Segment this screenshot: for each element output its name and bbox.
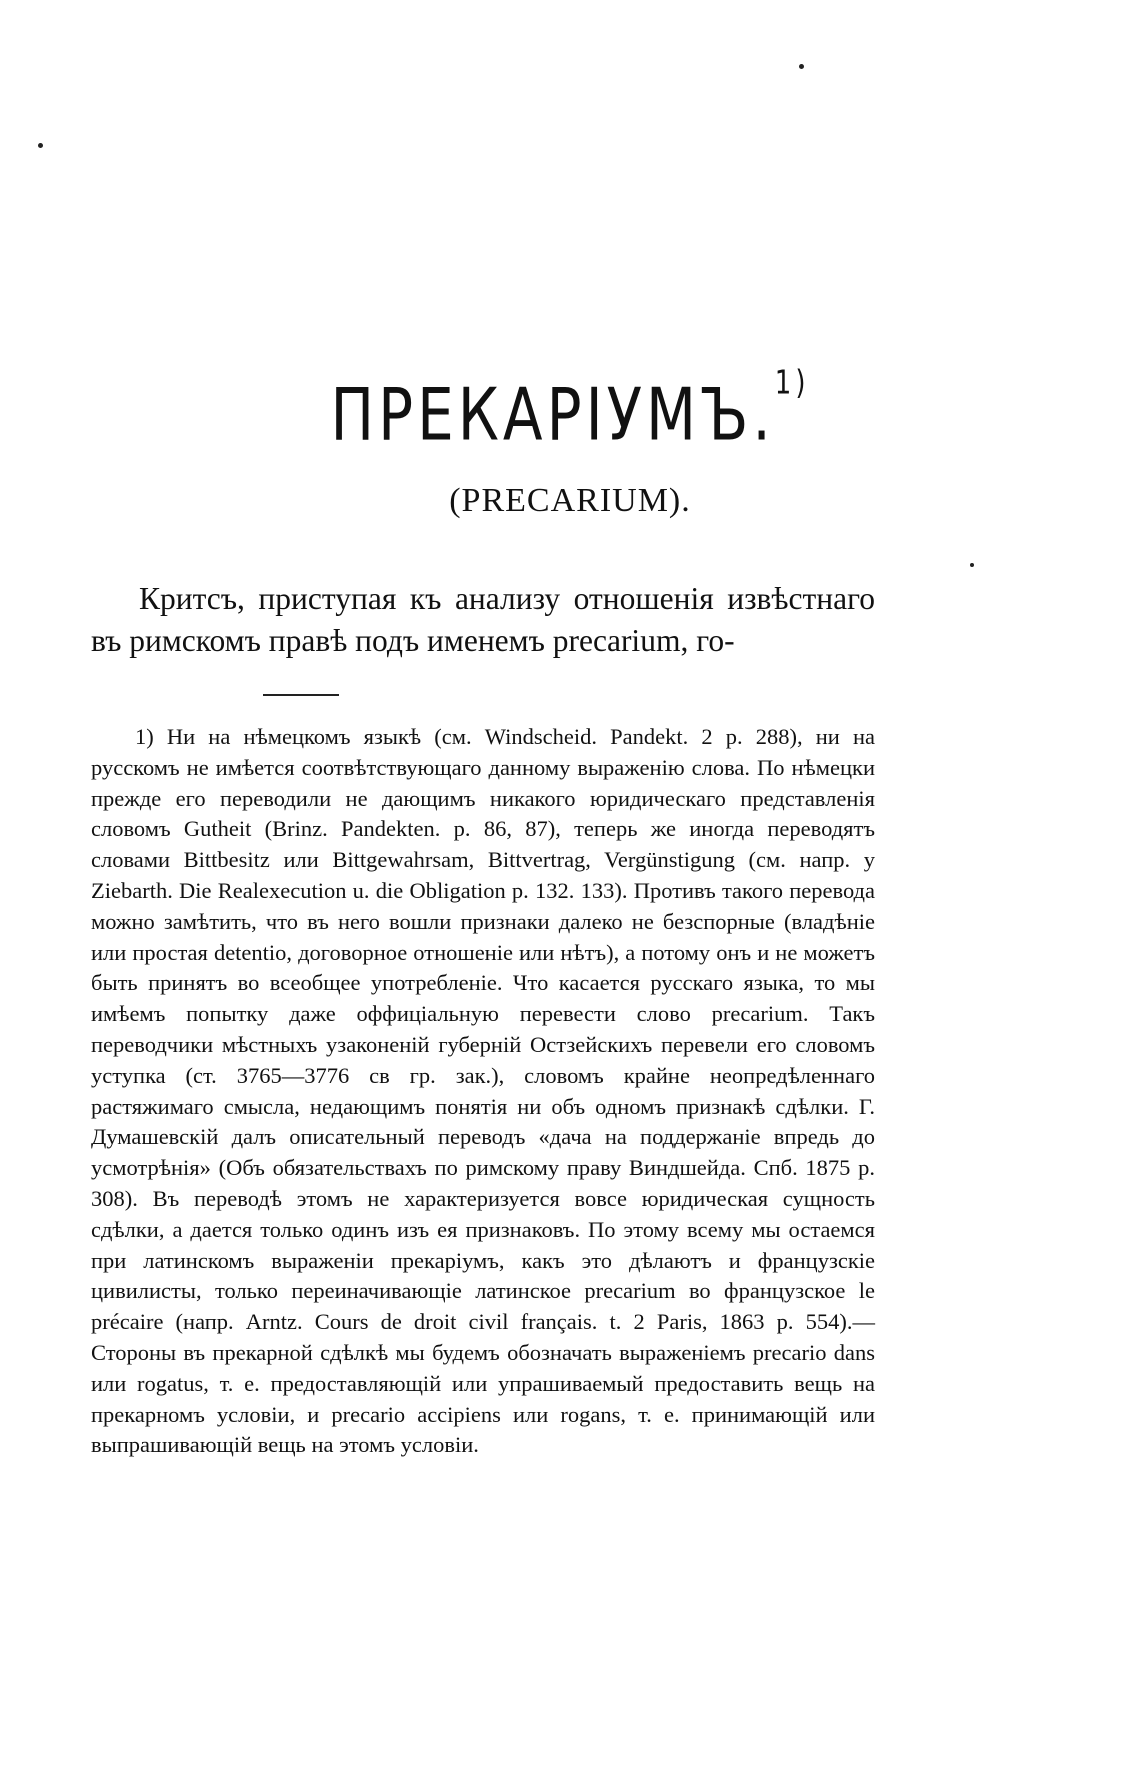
speck [799, 64, 804, 69]
footnote-divider [263, 694, 339, 696]
title-text: ПРЕКАРІУМЪ. [330, 372, 775, 457]
title-footnote-marker: 1) [774, 364, 810, 402]
body-paragraph: Критсъ, приступая къ анализу отношенія извѣстнаго въ римскомъ правѣ подъ именемъ precarium, го- [91, 581, 875, 658]
page-title [0, 364, 1140, 457]
page-subtitle: (PRECARIUM). [449, 482, 691, 519]
speck [970, 563, 974, 567]
speck [38, 143, 43, 148]
footnote: 1) Ни на нѣмецкомъ языкѣ (см. Windscheid. Pandekt. 2 p. 288), ни на русскомъ не имѣется соотвѣтствующаго данному выраженію слова. По нѣмецки прежде его переводили не дающимъ никакого юридическаго представленія словомъ Gutheit (Brinz. Pandekten. p. 86, 87), теперь же иногда переводятъ словами Bittbesitz или Bittgewahrsam, Bittvertrag, Vergünstigung (см. напр. y Ziebarth. Die Realexecution u. die Obligation p. 132. 133). Противъ такого перевода можно замѣтить, что въ него вошли признаки далеко не безспорные (владѣніе или простая detentio, договорное отношеніе или нѣтъ), а потому онъ и не можетъ быть принятъ во всеобщее употребленіе. Что касается русскаго языка, то мы имѣемъ попытку даже оффиціальную перевести слово precarium. Такъ переводчики мѣстныхъ узаконеній губерній Остзейскихъ перевели его словомъ уступка (ст. 3765—3776 св гр. зак.), словомъ крайне неопредѣленнаго растяжимаго смысла, недающимъ понятія ни объ одномъ признакѣ сдѣлки. Г. Думашевскій далъ описательный переводъ «дача на поддержаніе впредь до усмотрѣнія» (Объ обязательствахъ по римскому праву Виндшейда. Спб. 1875 p. 308). Въ переводѣ этомъ не характеризуется вовсе юридическая сущность сдѣлки, а дается только одинъ изъ ея признаковъ. По этому всему мы остаемся при латинскомъ выраженіи прекаріумъ, какъ это дѣлаютъ и французскіе цивилисты, только переиначивающіе латинское precarium во французское le précaire (напр. Arntz. Cours de droit civil français. t. 2 Paris, 1863 p. 554).—Стороны въ прекарной сдѣлкѣ мы будемъ обозначать выраженіемъ precario dans или rogatus, т. е. предоставляющій или упрашиваемый предоставить вещь на прекарномъ условіи, и precario accipiens или rogans, т. е. принимающій или выпрашивающій вещь на этомъ условіи. [91, 724, 875, 1458]
